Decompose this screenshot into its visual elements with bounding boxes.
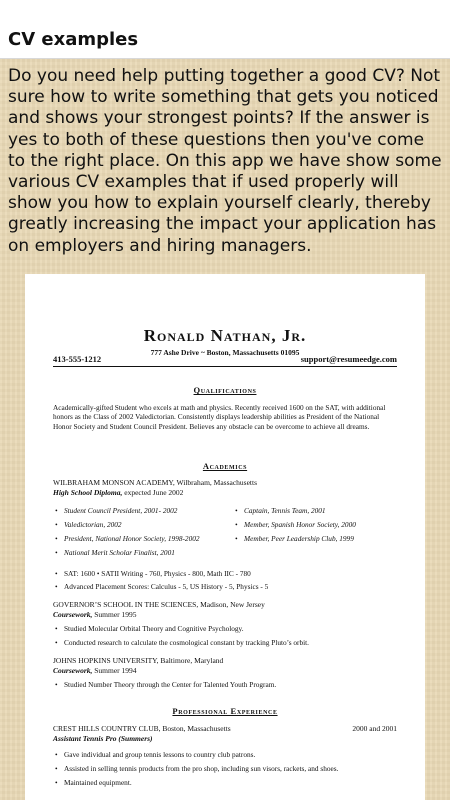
- intro-text: Do you need help putting together a good CV? Not sure how to write something that gets you noticed and shows your strongest points? If the answer is yes to both of these questions then you've come to the right place. On this app we have show some various CV examples that if used properly will show you how to explain yourself clearly, thereby greatly increasing the impact your application has on employers and hiring managers.: [8, 66, 442, 256]
- header-divider: [53, 366, 397, 367]
- honor-item: • Member, Peer Leadership Club, 1999: [235, 534, 354, 544]
- degree-date: expected June 2002: [122, 488, 184, 497]
- coursework-title: Coursework,: [53, 610, 93, 619]
- employment-dates: 2000 and 2001: [352, 724, 397, 733]
- score-item: • Advanced Placement Scores: Calculus - 5, US History - 5, Physics - 5: [55, 582, 268, 592]
- app-header: [0, 0, 450, 59]
- honor-item: • Captain, Tennis Team, 2001: [235, 506, 326, 516]
- job-role: Assistant Tennis Pro (Summers): [53, 734, 153, 743]
- resume-email: support@resumeedge.com: [300, 354, 397, 364]
- resume-name: Ronald Nathan, Jr.: [143, 326, 307, 345]
- school-name: WILBRAHAM MONSON ACADEMY, Wilbraham, Massachusetts: [53, 478, 257, 487]
- degree-line: [53, 488, 183, 498]
- experience-heading: Professional Experience: [172, 706, 278, 716]
- duty-item: • Assisted in selling tennis products from the pro shop, including sun visors, rackets, and shoes.: [55, 764, 338, 774]
- school-name: JOHNS HOPKINS UNIVERSITY, Baltimore, Maryland: [53, 656, 224, 665]
- score-item: • SAT: 1600 • SATII Writing - 760, Physics - 800, Math IIC - 780: [55, 569, 251, 579]
- honor-item: • Student Council President, 2001- 2002: [55, 506, 177, 516]
- employer-name: CREST HILLS COUNTRY CLUB, Boston, Massachusetts: [53, 724, 231, 733]
- duty-item: • Maintained equipment.: [55, 778, 132, 788]
- course-item: • Studied Number Theory through the Center for Talented Youth Program.: [55, 680, 276, 690]
- duty-item: • Gave individual and group tennis lessons to country club patrons.: [55, 750, 255, 760]
- course-item: • Conducted research to calculate the cosmological constant by tracking Pluto’s orbit.: [55, 638, 309, 648]
- resume-phone: 413-555-1212: [53, 354, 102, 364]
- school-name: GOVERNOR’S SCHOOL IN THE SCIENCES, Madison, New Jersey: [53, 600, 265, 609]
- coursework-title: Coursework,: [53, 666, 93, 675]
- app-title: CV examples: [8, 29, 139, 50]
- coursework-line: [53, 610, 137, 620]
- honor-item: • National Merit Scholar Finalist, 2001: [55, 548, 175, 558]
- honor-item: • President, National Honor Society, 1998-2002: [55, 534, 200, 544]
- qualifications-heading: Qualifications: [193, 385, 257, 395]
- academics-heading: Academics: [202, 461, 248, 471]
- coursework-line: [53, 666, 137, 676]
- coursework-date: Summer 1995: [92, 610, 137, 619]
- qualifications-text: Academically-gifted Student who excels at math and physics. Recently received 1600 on the SAT, with additional honors as the Class of 2002 Valedictorian. Consistently displays leadership abilities as President of the National Honor Society and Student Council President. Believes any obstacle can be overcome to achieve all dreams.: [53, 403, 386, 431]
- degree-title: High School Diploma,: [53, 488, 123, 497]
- resume-address: 777 Ashe Drive ~ Boston, Massachusetts 01095: [150, 348, 300, 357]
- course-item: • Studied Molecular Orbital Theory and Cognitive Psychology.: [55, 624, 244, 634]
- coursework-date: Summer 1994: [92, 666, 137, 675]
- honor-item: • Member, Spanish Honor Society, 2000: [235, 520, 356, 530]
- honor-item: • Valedictorian, 2002: [55, 520, 122, 530]
- cv-example-image[interactable]: [25, 274, 425, 800]
